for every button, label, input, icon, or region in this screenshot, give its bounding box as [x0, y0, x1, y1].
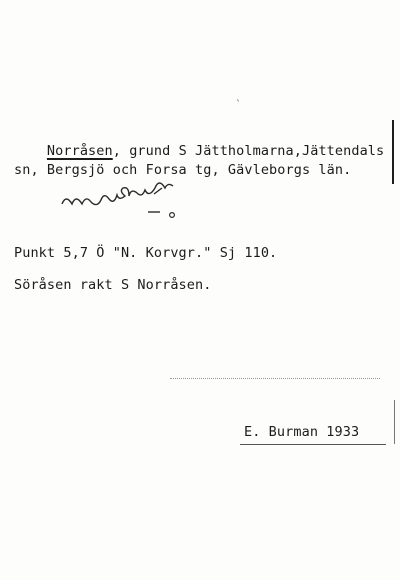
right-edge-line [392, 120, 394, 184]
place-name: Norråsen [46, 143, 113, 159]
faint-rule [170, 378, 380, 379]
handwritten-pronunciation [56, 182, 216, 220]
survey-point-line: Punkt 5,7 Ö "N. Korvgr." Sj 110. [14, 245, 278, 261]
signature-line: E. Burman 1933 [244, 424, 360, 440]
parish-line: sn, Bergsjö och Forsa tg, Gävleborgs län. [14, 162, 352, 178]
tick-mark: ˋ [236, 100, 241, 111]
direction-line: Söråsen rakt S Norråsen. [14, 277, 212, 293]
signature-underline [240, 444, 386, 445]
place-description: , grund S Jättholmarna,Jättendals [112, 143, 385, 159]
right-edge-lower-line [394, 400, 395, 444]
